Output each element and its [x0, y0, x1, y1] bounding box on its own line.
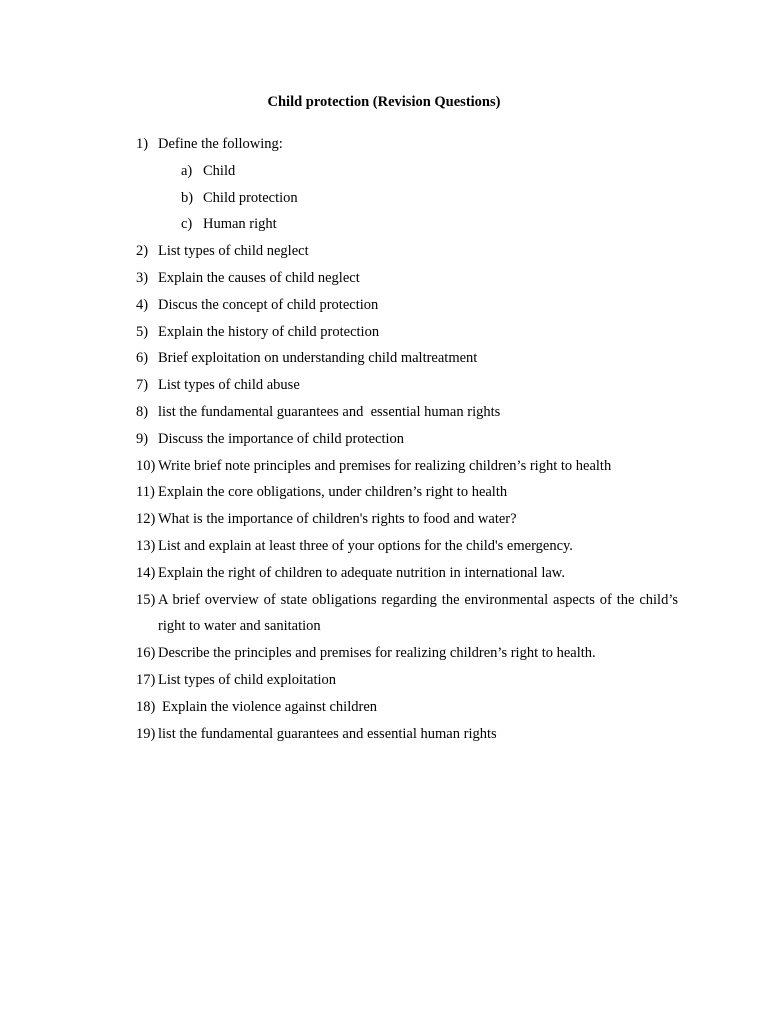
- question-item: [136, 292, 678, 319]
- question-number: 4): [136, 296, 149, 313]
- question-text: list the fundamental guarantees and essential human rights: [158, 403, 501, 420]
- question-item: [136, 533, 678, 560]
- question-item: [136, 345, 678, 372]
- question-item: [136, 319, 678, 346]
- question-text: Describe the principles and premises for realizing children’s right to health.: [158, 645, 596, 662]
- question-number: 7): [136, 377, 149, 394]
- definition-item: [136, 158, 678, 185]
- question-text: Explain the history of child protection: [158, 323, 380, 340]
- question-text: list the fundamental guarantees and essential human rights: [158, 725, 497, 742]
- definition-text: Child protection: [203, 189, 298, 206]
- question-item: [136, 506, 678, 533]
- question-text: A brief overview of state obligations regarding the environmental aspects of the child’s right to water and sanitation: [158, 591, 678, 635]
- question-item: [136, 453, 678, 480]
- question-number: 6): [136, 350, 149, 367]
- question-number: 17): [136, 671, 156, 688]
- question-number: 11): [136, 484, 155, 501]
- question-item: [136, 131, 678, 158]
- definition-letter: b): [181, 189, 194, 206]
- question-item: [136, 694, 678, 721]
- question-item: [136, 667, 678, 694]
- question-text: List types of child abuse: [158, 377, 300, 394]
- question-item: [136, 238, 678, 265]
- question-number: 15): [136, 591, 156, 608]
- question-number: 16): [136, 645, 156, 662]
- question-item: [136, 560, 678, 587]
- question-item: [136, 426, 678, 453]
- question-text: Explain the violence against children: [162, 698, 378, 715]
- question-text: Brief exploitation on understanding child maltreatment: [158, 350, 478, 367]
- question-number: 18): [136, 698, 156, 715]
- definition-text: Human right: [203, 216, 277, 233]
- question-text: Discuss the importance of child protection: [158, 430, 405, 447]
- question-text: Explain the causes of child neglect: [158, 269, 360, 286]
- question-number: 2): [136, 243, 149, 260]
- question-number: 3): [136, 269, 149, 286]
- definition-item: [136, 185, 678, 212]
- question-item: [136, 479, 678, 506]
- question-item: [136, 721, 678, 748]
- question-number: 14): [136, 564, 156, 581]
- question-number: 9): [136, 430, 149, 447]
- definition-letter: a): [181, 162, 193, 179]
- question-text: Define the following:: [158, 136, 283, 152]
- question-number: 12): [136, 511, 156, 528]
- question-number: 1): [136, 136, 149, 152]
- question-number: 13): [136, 537, 156, 554]
- question-number: 10): [136, 457, 156, 474]
- definition-letter: c): [181, 216, 193, 233]
- question-text: List types of child exploitation: [158, 671, 337, 688]
- definition-text: Child: [203, 162, 236, 179]
- question-text: Explain the right of children to adequate nutrition in international law.: [158, 564, 565, 581]
- question-text: List and explain at least three of your options for the child's emergency.: [158, 537, 573, 554]
- question-item: [136, 587, 678, 641]
- question-item: [136, 399, 678, 426]
- question-list: [136, 131, 678, 747]
- question-text: Discus the concept of child protection: [158, 296, 379, 313]
- question-item: [136, 265, 678, 292]
- question-text: What is the importance of children's rights to food and water?: [158, 511, 517, 528]
- definition-item: [136, 211, 678, 238]
- question-item: [136, 640, 678, 667]
- page-title: Child protection (Revision Questions): [267, 94, 501, 110]
- question-text: Explain the core obligations, under children’s right to health: [158, 484, 508, 501]
- question-number: 8): [136, 403, 149, 420]
- question-number: 19): [136, 725, 156, 742]
- question-item: [136, 372, 678, 399]
- question-text: Write brief note principles and premises for realizing children’s right to health: [158, 457, 612, 474]
- question-text: List types of child neglect: [158, 243, 309, 260]
- question-number: 5): [136, 323, 149, 340]
